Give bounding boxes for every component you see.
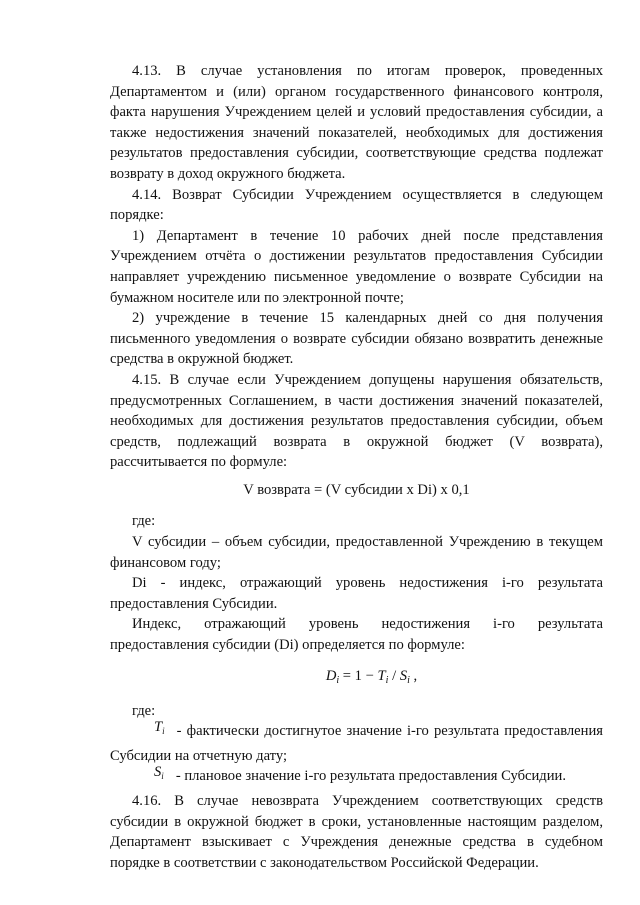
where-label-2: где:: [132, 702, 156, 719]
formula-index-s-sub: i: [407, 674, 410, 686]
formula-index-slash: /: [388, 667, 400, 684]
formula-index-eq: = 1 −: [339, 667, 378, 684]
paragraph-4-16: 4.16. В случае невозврата Учреждением соответствующих средств субсидии в окружной бюджет в сроки, установленные настоящим разделом, Департамент взыскивает с Учреждения денежные средства в судебном порядке в соответствии с законодательством Российской Федерации.: [110, 793, 603, 871]
formula-index-s: S: [399, 667, 408, 684]
symbol-ti-letter: T: [154, 719, 163, 736]
definition-si: [110, 766, 603, 791]
symbol-si: [132, 762, 164, 787]
symbol-ti-sub: i: [162, 726, 165, 737]
formula-index-lhs: D: [325, 667, 337, 684]
paragraph-4-15: 4.15. В случае если Учреждением допущены нарушения обязательств, предусмотренных Соглашением, в части достижения значений показателей, необходимых для достижения результатов предоставления субсидии, объем средств, подлежащий возврата в окружной бюджет (V возврата), рассчитывается по формуле:: [110, 371, 603, 471]
paragraph-4-14: 4.14. Возврат Субсидии Учреждением осуществляется в следующем порядке:: [110, 186, 603, 224]
formula-index-lhs-sub: i: [336, 674, 340, 686]
paragraph-4-14-item-1: 1) Департамент в течение 10 рабочих дней после представления Учреждением отчёта о достижении результатов предоставления Субсидии направляет учреждению письменное уведомление о возврате Субсидии на бумажном носителе или по электронной почте;: [110, 227, 603, 306]
definition-si-text: - плановое значение i-го результата предоставления Субсидии.: [175, 768, 566, 785]
paragraph-index-definition: Индекс, отражающий уровень недостижения i-го результата предоставления субсидии (Di) определяется по формуле:: [110, 616, 603, 654]
symbol-ti: [132, 717, 165, 742]
paragraph-4-14-item-2: 2) учреждение в течение 15 календарных дней со дня получения письменного уведомления о возврате субсидии обязано возвратить денежные средства в окружной бюджет.: [110, 310, 603, 368]
formula-return-volume: V возврата = (V субсидии x Di) x 0,1: [243, 481, 470, 498]
formula-index-comma: ,: [409, 667, 418, 684]
definition-ti-text: - фактически достигнутое значение i-го результата предоставления Субсидии на отчетную дату;: [110, 723, 603, 764]
symbol-si-letter: S: [154, 764, 162, 781]
formula-index-t: T: [377, 667, 386, 684]
formula-index: [140, 663, 603, 689]
where-label-1: где:: [132, 513, 156, 530]
definition-v-subsidy: V субсидии – объем субсидии, предоставленной Учреждению в текущем финансовом году;: [110, 534, 603, 571]
paragraph-4-13: 4.13. В случае установления по итогам проверок, проведенных Департаментом и (или) органом государственного финансового контроля, факта нарушения Учреждением целей и условий предоставления субсидии, а также недостижения значений показателей, необходимых для достижения результатов предоставления субсидии, соответствующие средства подлежат возврату в доход окружного бюджета.: [110, 63, 603, 182]
formula-index-t-sub: i: [385, 674, 389, 686]
definition-di: Di - индекс, отражающий уровень недостижения i-го результата предоставления Субсидии.: [110, 575, 603, 612]
document-body: [110, 61, 603, 873]
definition-ti: [110, 721, 603, 766]
symbol-si-sub: i: [161, 771, 164, 782]
